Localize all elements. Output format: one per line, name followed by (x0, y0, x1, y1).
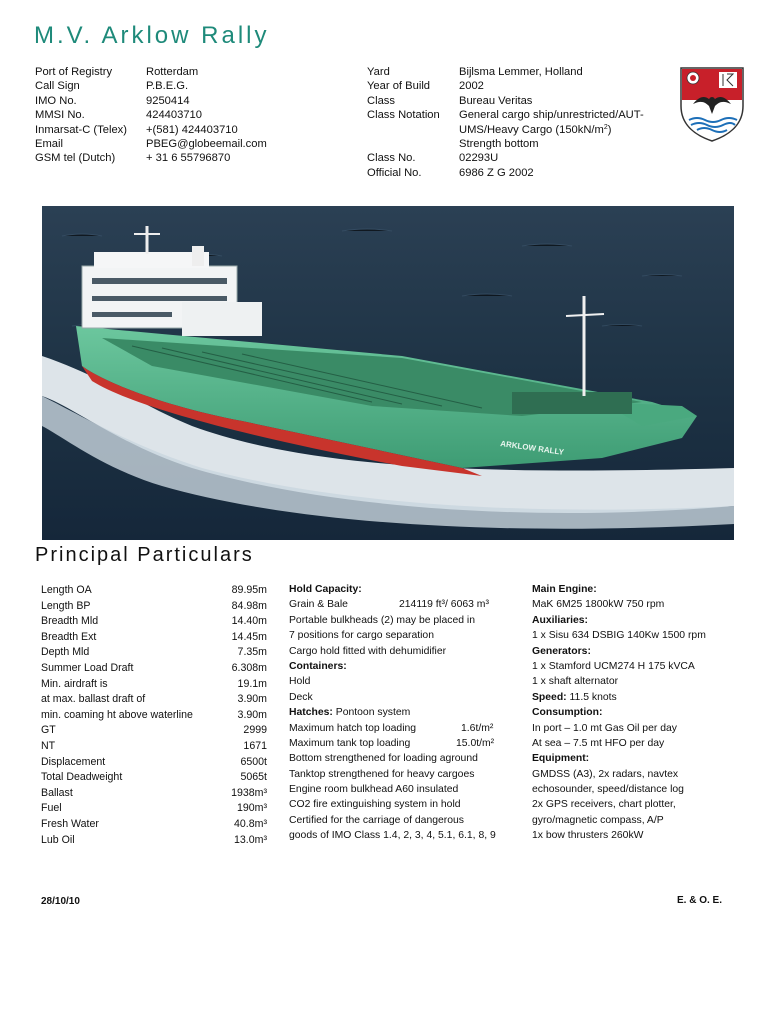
particular-row (41, 693, 267, 709)
notation-line-3: Strength bottom (459, 137, 539, 150)
mmsi-value: 424403710 (146, 109, 202, 122)
hatches-value: Pontoon system (332, 707, 411, 719)
particular-label: min. coaming ht above waterline (41, 708, 193, 721)
gsm-value: + 31 6 55796870 (146, 152, 231, 165)
inmarsat-value: +(581) 424403710 (146, 123, 238, 136)
cargo-details (289, 584, 509, 846)
particulars-list (41, 584, 267, 849)
speed-value: 11.5 knots (566, 691, 617, 703)
particular-label: Displacement (41, 755, 106, 768)
hatches-label: Hatches: (289, 707, 333, 719)
consumption-heading: Consumption: (532, 707, 603, 719)
equipment-line-3: 2x GPS receivers, chart plotter, (532, 799, 676, 811)
equipment-line-1: GMDSS (A3), 2x radars, navtex (532, 768, 679, 780)
max-tank-label: Maximum tank top loading (289, 737, 411, 749)
registry-label: Port of Registry (35, 66, 113, 78)
imo-goods-line: goods of IMO Class 1.4, 2, 3, 4, 5.1, 6.1, 8, 9 (289, 830, 496, 842)
particular-label: Fresh Water (41, 817, 99, 830)
generator-line-2: 1 x shaft alternator (532, 676, 619, 688)
portable-line-1: Portable bulkheads (2) may be placed in (289, 614, 475, 626)
year-value: 2002 (459, 80, 484, 93)
speed-line (532, 692, 752, 707)
grain-bale-value: 214119 ft³/ 6063 m³ (399, 599, 489, 611)
document-title: M.V. Arklow Rally (34, 22, 270, 49)
particular-row (41, 771, 267, 787)
gsm-row (35, 151, 355, 165)
particular-label: Fuel (41, 802, 62, 815)
speed-label: Speed: (532, 691, 567, 703)
particular-value: 3.90m (237, 693, 267, 706)
particular-value: 3.90m (237, 708, 267, 721)
particular-value: 14.45m (231, 630, 267, 643)
tanktop-line: Tanktop strengthened for heavy cargoes (289, 768, 475, 780)
particular-label: at max. ballast draft of (41, 693, 146, 706)
containers-heading: Containers: (289, 660, 347, 672)
particular-row (41, 802, 267, 818)
particular-value: 40.8m³ (234, 817, 267, 830)
particular-row (41, 818, 267, 834)
callsign-row (35, 79, 355, 93)
email-value[interactable]: PBEG@globeemail.com (146, 137, 267, 150)
equipment-heading: Equipment: (532, 753, 590, 765)
particular-row (41, 756, 267, 772)
notation-line-1: General cargo ship/unrestricted/AUT- (459, 109, 644, 122)
email-label: Email (35, 137, 63, 150)
generators-heading: Generators: (532, 645, 591, 657)
main-engine-heading: Main Engine: (532, 584, 597, 595)
particular-value: 14.40m (231, 615, 267, 628)
registry-row (35, 65, 355, 79)
build-details (367, 65, 667, 180)
max-hatch-value: 1.6t/m² (461, 722, 494, 734)
ship-hull-name: ARKLOW RALLY (499, 439, 565, 457)
deck-line: Deck (289, 691, 313, 703)
particular-row (41, 709, 267, 725)
imo-value: 9250414 (146, 94, 190, 107)
year-label: Year of Build (367, 80, 431, 93)
particular-value: 2999 (243, 724, 267, 737)
particular-row (41, 615, 267, 631)
particular-value: 89.95m (231, 584, 267, 596)
equipment-line-2: echosounder, speed/distance log (532, 784, 684, 796)
particular-value: 13.0m³ (234, 833, 267, 846)
official-label: Official No. (367, 166, 422, 179)
notation-line-2-text: UMS/Heavy Cargo (150kN/m (459, 123, 604, 136)
dehumidifier-line: Cargo hold fitted with dehumidifier (289, 645, 447, 657)
particular-value: 190m³ (236, 802, 267, 815)
mmsi-label: MMSI No. (35, 109, 85, 122)
inmarsat-label: Inmarsat-C (Telex) (35, 123, 128, 136)
imo-row (35, 94, 355, 108)
bottom-line: Bottom strengthened for loading aground (289, 753, 478, 765)
grain-bale-row (289, 599, 509, 614)
particular-row (41, 646, 267, 662)
max-hatch-label: Maximum hatch top loading (289, 722, 417, 734)
notation-label: Class Notation (367, 109, 440, 122)
email-row (35, 137, 355, 151)
particular-label: NT (41, 739, 56, 752)
max-tank-row (289, 738, 509, 753)
mmsi-row (35, 108, 355, 122)
equipment-line-4: gyro/magnetic compass, A/P (532, 814, 664, 826)
particular-value: 6500t (240, 755, 267, 768)
hold-capacity-heading: Hold Capacity: (289, 584, 362, 595)
section-title: Principal Particulars (35, 544, 254, 566)
aux-line: 1 x Sisu 634 DSBIG 140Kw 1500 rpm (532, 630, 706, 642)
particular-label: Summer Load Draft (41, 661, 134, 674)
max-tank-value: 15.0t/m² (456, 737, 495, 749)
class-label: Class (367, 94, 395, 107)
footer-eoe: E. & O. E. (677, 895, 723, 906)
particular-row (41, 662, 267, 678)
notation-line-2 (459, 123, 612, 137)
particular-label: Min. airdraft is (41, 677, 108, 690)
registry-value: Rotterdam (146, 66, 199, 78)
particular-row (41, 678, 267, 694)
particular-value: 5065t (240, 771, 267, 784)
particular-value: 1938m³ (231, 786, 267, 799)
particular-value: 1671 (243, 739, 267, 752)
consumption-line-2: At sea – 7.5 mt HFO per day (532, 737, 665, 749)
hold-line: Hold (289, 676, 311, 688)
class-value: Bureau Veritas (459, 94, 533, 107)
auxiliaries-heading: Auxiliaries: (532, 614, 589, 626)
particular-row (41, 631, 267, 647)
particular-row (41, 584, 267, 600)
official-value: 6986 Z G 2002 (459, 166, 534, 179)
callsign-value: P.B.E.G. (146, 80, 189, 93)
grain-bale-label: Grain & Bale (289, 599, 348, 611)
equipment-line-5: 1x bow thrusters 260kW (532, 830, 644, 842)
portable-line-2: 7 positions for cargo separation (289, 630, 434, 642)
particular-row (41, 834, 267, 850)
classno-label: Class No. (367, 152, 416, 165)
consumption-line-1: In port – 1.0 mt Gas Oil per day (532, 722, 677, 734)
particular-label: Ballast (41, 786, 73, 799)
particular-label: Depth Mld (41, 646, 90, 659)
notation-superscript: 2 (603, 123, 608, 131)
ship-photo (42, 206, 734, 540)
engine-room-line: Engine room bulkhead A60 insulated (289, 784, 459, 796)
particular-value: 84.98m (231, 599, 267, 612)
particular-label: Length BP (41, 599, 91, 612)
particular-label: Length OA (41, 584, 92, 596)
particular-label: GT (41, 724, 56, 737)
machinery-details (532, 584, 752, 846)
particular-row (41, 787, 267, 803)
inmarsat-row (35, 123, 355, 137)
particular-row (41, 600, 267, 616)
particular-value: 7.35m (237, 646, 267, 659)
particular-label: Breadth Ext (41, 630, 97, 643)
arklow-crest-logo (679, 66, 745, 142)
particular-label: Total Deadweight (41, 771, 123, 784)
yard-label: Yard (367, 66, 390, 78)
hatches-line (289, 707, 509, 722)
particular-row (41, 724, 267, 740)
co2-line: CO2 fire extinguishing system in hold (289, 799, 461, 811)
particular-value: 6.308m (231, 661, 267, 674)
certified-line: Certified for the carriage of dangerous (289, 814, 465, 826)
generator-line-1: 1 x Stamford UCM274 H 175 kVCA (532, 660, 695, 672)
classno-value: 02293U (459, 152, 499, 165)
notation-line-2-end: ) (607, 123, 612, 136)
particular-row (41, 740, 267, 756)
particular-value: 19.1m (237, 677, 267, 690)
imo-label: IMO No. (35, 94, 77, 107)
gsm-label: GSM tel (Dutch) (35, 152, 116, 165)
callsign-label: Call Sign (35, 80, 80, 93)
particular-label: Breadth Mld (41, 615, 99, 628)
registry-details (35, 65, 355, 166)
max-hatch-row (289, 723, 509, 738)
yard-value: Bijlsma Lemmer, Holland (459, 66, 583, 78)
engine-line: MaK 6M25 1800kW 750 rpm (532, 599, 665, 611)
footer-date: 28/10/10 (41, 896, 80, 907)
particular-label: Lub Oil (41, 833, 75, 846)
